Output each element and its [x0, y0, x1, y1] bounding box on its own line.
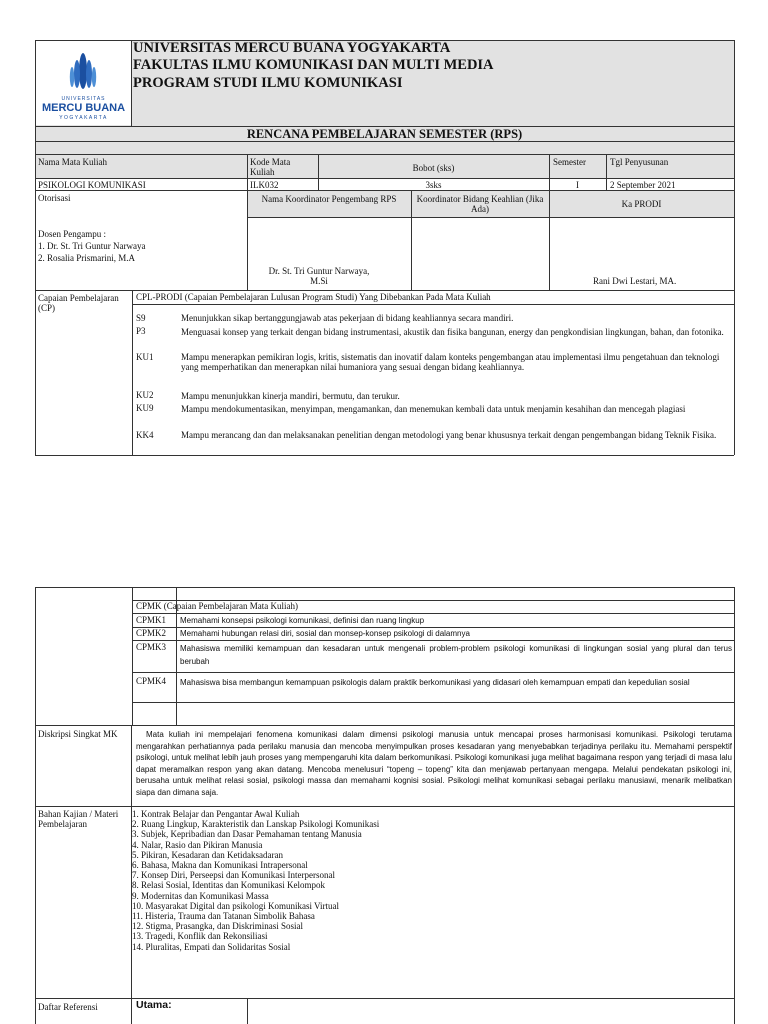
- cpmk-code: CPMK1: [136, 615, 167, 625]
- list-item: 8. Relasi Sosial, Identitas dan Komunikasi Kelompok: [132, 880, 325, 891]
- course-code: ILK032: [250, 180, 279, 190]
- course-name: PSIKOLOGI KOMUNIKASI: [38, 180, 146, 190]
- list-item: 13. Tragedi, Konflik dan Rekonsiliasi: [132, 931, 268, 942]
- course-semester: I: [576, 180, 579, 190]
- coord-field-header: Koordinator Bidang Keahlian (Jika Ada): [416, 194, 544, 215]
- cp-code: P3: [136, 326, 146, 336]
- course-date: 2 September 2021: [610, 180, 676, 190]
- list-item: 9. Modernitas dan Komunikasi Massa: [132, 890, 269, 901]
- university-name: UNIVERSITAS MERCU BUANA YOGYAKARTA: [133, 40, 451, 56]
- cpmk-text: Mahasiswa memiliki kemampuan dan kesadaran untuk mengenali problem-problem psikologi komunikasi di lingkungan sosial yang plural dan terus berubah: [180, 644, 732, 666]
- coord-dev-name: Dr. St. Tri Guntur Narwaya, M.Si: [268, 266, 370, 287]
- date-header: Tgl Penyusunan: [610, 157, 669, 167]
- cpmk-text: Memahami konsepsi psikologi komunikasi, definisi dan ruang lingkup: [180, 616, 425, 625]
- references-label: Daftar Referensi: [38, 1002, 98, 1012]
- cp-heading: CPL-PRODI (Capaian Pembelajaran Lulusan Program Studi) Yang Dibebankan Pada Mata Kuliah: [136, 292, 491, 302]
- cp-code: KU2: [136, 390, 154, 400]
- logo-main-text: MERCU BUANA: [41, 102, 126, 114]
- list-item: 11. Histeria, Trauma dan Tatanan Simbolik Bahasa: [132, 911, 315, 922]
- list-item: 14. Pluralitas, Empati dan Solidaritas Sosial: [132, 941, 291, 952]
- head-name: Rani Dwi Lestari, MA.: [593, 276, 677, 286]
- list-item: 7. Konsep Diri, Perseepsi dan Komunikasi Interpersonal: [132, 870, 335, 881]
- cp-text: Mampu menerapkan pemikiran logis, kritis, sistematis dan inovatif dalam konteks pengembangan atau implementasi ilmu pengetahuan dan teknologi yang memperhatikan dan menerapkan nilai humaniora yang sesuai dengan bidang keahliannya.: [181, 352, 720, 373]
- cpmk-code: CPMK4: [136, 676, 167, 686]
- cpmk-code: CPMK3: [136, 642, 167, 652]
- cp-code: KU9: [136, 403, 154, 413]
- course-code-header: Kode Mata Kuliah: [250, 157, 291, 178]
- head-header: Ka PRODI: [621, 199, 662, 209]
- cpmk-code: CPMK2: [136, 628, 167, 638]
- list-item: 2. Ruang Lingkup, Karakteristik dan Lanskap Psikologi Komunikasi: [132, 819, 380, 830]
- coord-dev-header: Nama Koordinator Pengembang RPS: [261, 194, 397, 204]
- cp-text: Mampu menunjukkan kinerja mandiri, bermutu, dan terukur.: [181, 391, 400, 401]
- lecturer-1: 1. Dr. St. Tri Guntur Narwaya: [38, 241, 146, 251]
- program-name: PROGRAM STUDI ILMU KOMUNIKASI: [133, 75, 403, 91]
- spacer-row: [35, 141, 734, 154]
- cp-text: Mampu mendokumentasikan, menyimpan, mengamankan, dan menemukan kembali data untuk menjamin kesahihan dan mencegah plagiasi: [181, 404, 686, 414]
- list-item: 6. Bahasa, Makna dan Komunikasi Intrapersonal: [132, 860, 308, 871]
- cpmk-text: Memahami hubungan relasi diri, sosial dan monsep-konsep psikologi di dalamnya: [180, 629, 470, 638]
- cpmk-text: Mahasiswa bisa membangun kemampuan psikologis dalam praktik berkomunikasi yang didasari oleh kemampuan empati dan kepedulian sosial: [180, 678, 690, 687]
- materials-list: [132, 809, 379, 952]
- cp-code: KK4: [136, 430, 154, 440]
- list-item: 12. Stigma, Prasangka, dan Diskriminasi Sosial: [132, 921, 303, 932]
- cpmk-heading: CPMK (Capaian Pembelajaran Mata Kuliah): [136, 601, 298, 611]
- list-item: 10. Masyarakat Digital dan psikologi Komunikasi Virtual: [132, 900, 340, 911]
- cp-text: Menunjukkan sikap bertanggungjawab atas pekerjaan di bidang keahliannya secara mandiri.: [181, 313, 514, 323]
- cp-text: Mampu merancang dan dan melaksanakan penelitian dengan metodologi yang benar khususnya terkait dengan pengembangan bidang Teknik Fisika.: [181, 430, 717, 440]
- logo-city-text: YOGYAKARTA: [59, 115, 108, 121]
- lecturer-2: 2. Rosalia Prismarini, M.A: [38, 253, 135, 263]
- course-weight: 3sks: [425, 180, 442, 190]
- references-primary: Utama:: [136, 999, 172, 1011]
- authorization-label: Otorisasi: [38, 193, 71, 203]
- list-item: 1. Kontrak Belajar dan Pengantar Awal Kuliah: [132, 809, 300, 819]
- description-text: Mata kuliah ini mempelajari fenomena komunikasi dalam dimensi psikologi manusia untuk mencapai proses harmonisasi komunikasi. Psikologi terutama mengarahkan perhatiannya pada perilaku manusia dan mencoba menyimpulkan proses kesadaran yang menyebabkan terjadinya perilaku itu. Memahami perspektif psikologi, untuk melihat lebih jauh proses yang mempengaruhi kita dalam berkomunikasi. Psikologi komunikasi juga melihat bagaimana respon yang terjadi di masa lalu dapat meramalkan respon yang akan datang. Mencoba menelusuri “topeng – topeng” kita dan menjawab pertanyaan mengapa. Melalui pendekatan psikologi ini, berusaha untuk melihat relasi sosial, psikologi massa dan memahami kognisi sosial. Psikologi melihat komunikasi sebagai perilaku manusiawi, menarik melibatkan siapa dan dimana saja.: [136, 730, 732, 797]
- logo-top-text: UNIVERSITAS: [61, 96, 106, 102]
- list-item: 5. Pikiran, Kesadaran dan Ketidaksadaran: [132, 849, 283, 860]
- course-weight-header: Bobot (sks): [412, 163, 455, 173]
- description-label: Diskripsi Singkat MK: [38, 729, 118, 739]
- semester-header: Semester: [553, 157, 586, 167]
- cp-label: Capaian Pembelajaran (CP): [38, 293, 119, 314]
- list-item: 4. Nalar, Rasio dan Pikiran Manusia: [132, 839, 263, 850]
- materials-label: Bahan Kajian / Materi Pembelajaran: [38, 809, 119, 830]
- doc-title: RENCANA PEMBELAJARAN SEMESTER (RPS): [246, 127, 523, 141]
- cp-code: KU1: [136, 352, 154, 362]
- cp-code: S9: [136, 313, 146, 323]
- course-name-header: Nama Mata Kuliah: [38, 157, 107, 167]
- lecturers-label: Dosen Pengampu :: [38, 229, 106, 239]
- faculty-name: FAKULTAS ILMU KOMUNIKASI DAN MULTI MEDIA: [133, 57, 494, 73]
- cp-text: Menguasai konsep yang terkait dengan bidang instrumentasi, akustik dan fisika bangunan, energy dan pengkondisian lingkungan, bahan, dan fotonika.: [181, 327, 724, 337]
- list-item: 3. Subjek, Kepribadian dan Dasar Pemahaman tentang Manusia: [132, 829, 362, 840]
